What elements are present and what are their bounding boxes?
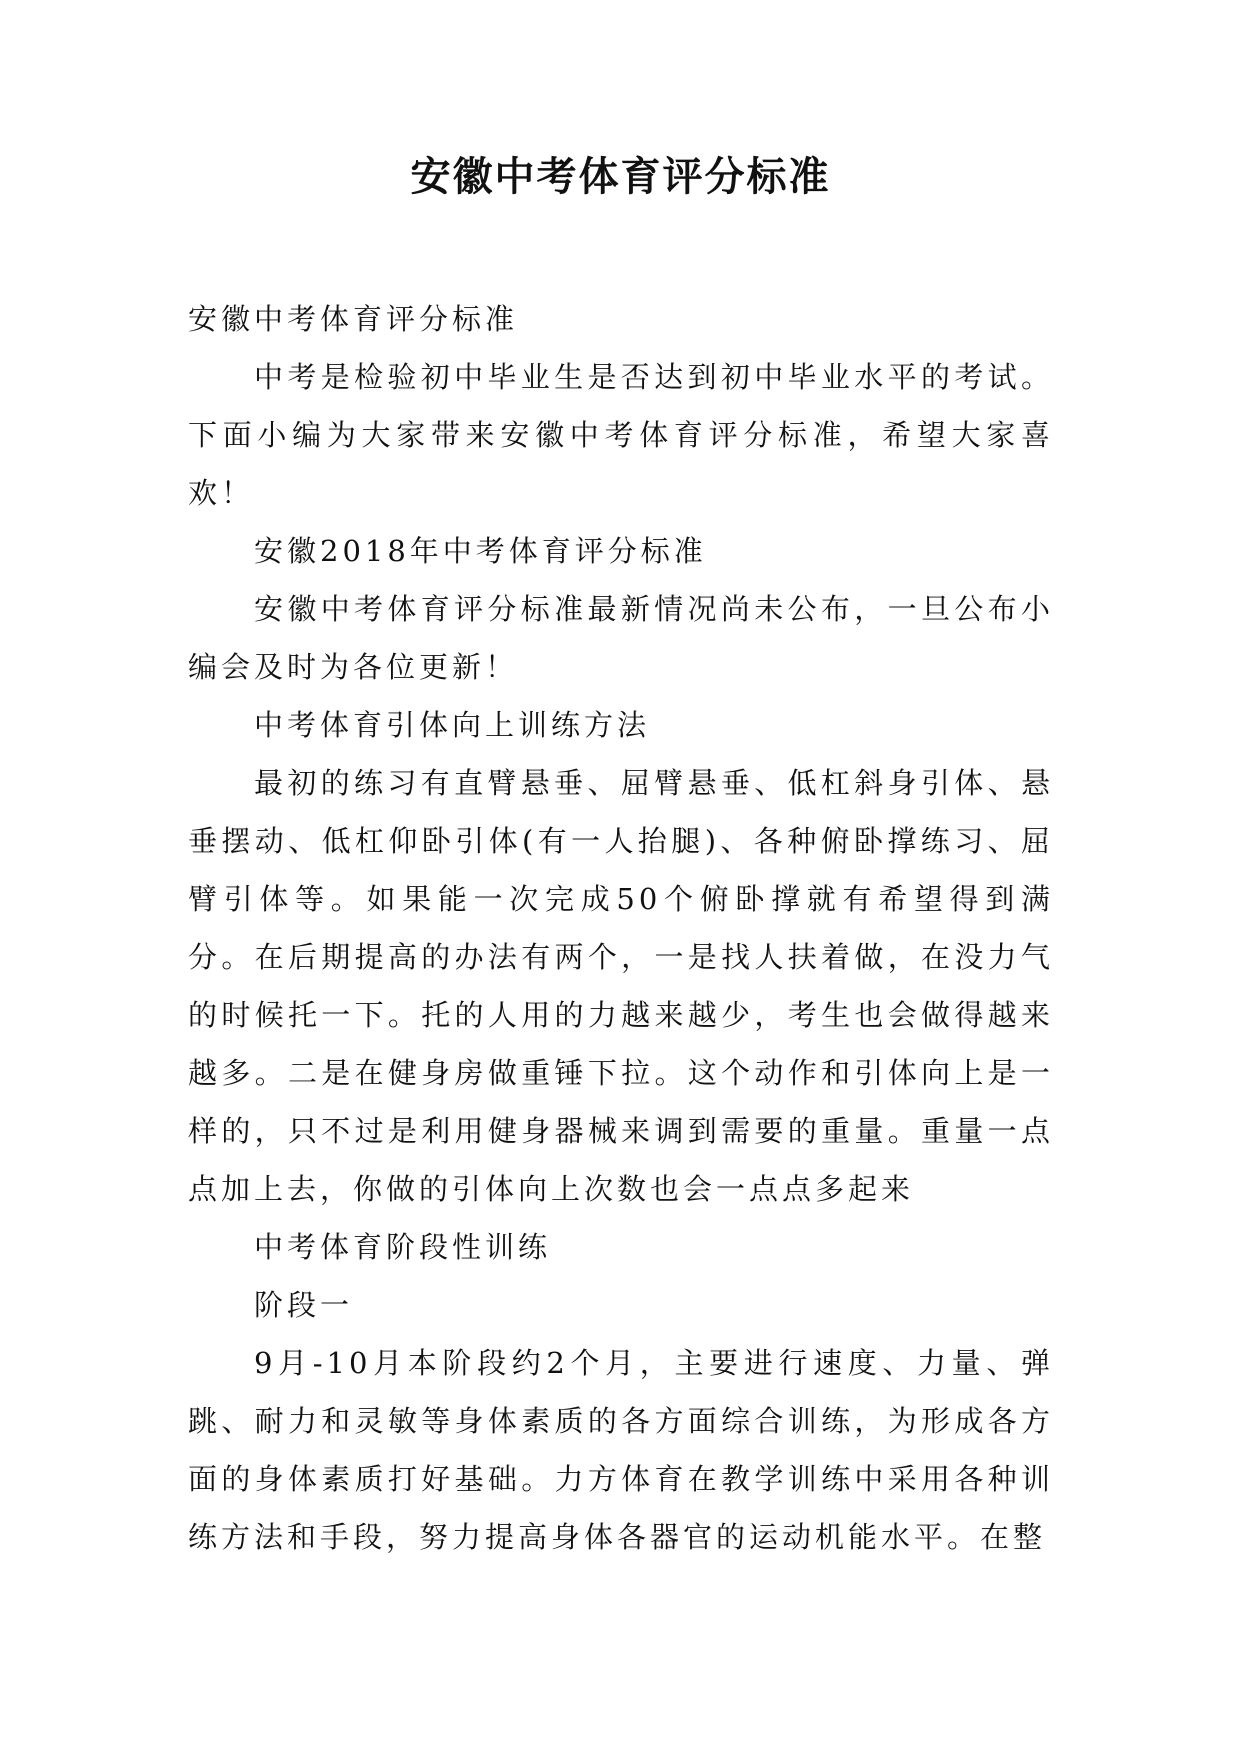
document-body — [188, 290, 1054, 1566]
paragraph-intro: 中考是检验初中毕业生是否达到初中毕业水平的考试。下面小编为大家带来安徽中考体育评分标准，希望大家喜欢！ — [188, 360, 1054, 510]
document-title: 安徽中考体育评分标准 — [410, 154, 831, 200]
paragraph-update-notice: 安徽中考体育评分标准最新情况尚未公布，一旦公布小编会及时为各位更新！ — [188, 592, 1054, 684]
paragraph-section-2018: 安徽2018年中考体育评分标准 — [254, 534, 707, 568]
paragraph-section-stages: 中考体育阶段性训练 — [254, 1230, 552, 1264]
paragraph-heading: 安徽中考体育评分标准 — [188, 302, 519, 336]
paragraph-stage-one-detail: 9月-10月本阶段约2个月，主要进行速度、力量、弹跳、耐力和灵敏等身体素质的各方面综合训练，为形成各方面的身体素质打好基础。力方体育在教学训练中采用各种训练方法和手段，努力提高身体各器官的运动机能水平。在整 — [188, 1346, 1054, 1554]
paragraph-stage-one: 阶段一 — [254, 1288, 354, 1322]
paragraph-section-pullup: 中考体育引体向上训练方法 — [254, 708, 651, 742]
paragraph-pullup-method: 最初的练习有直臂悬垂、屈臂悬垂、低杠斜身引体、悬垂摆动、低杠仰卧引体(有一人抬腿)、各种俯卧撑练习、屈臂引体等。如果能一次完成50个俯卧撑就有希望得到满分。在后期提高的办法有两个，一是找人扶着做，在没力气的时候托一下。托的人用的力越来越少，考生也会做得越来越多。二是在健身房做重锤下拉。这个动作和引体向上是一样的，只不过是利用健身器械来调到需要的重量。重量一点点加上去，你做的引体向上次数也会一点点多起来 — [188, 766, 1054, 1206]
